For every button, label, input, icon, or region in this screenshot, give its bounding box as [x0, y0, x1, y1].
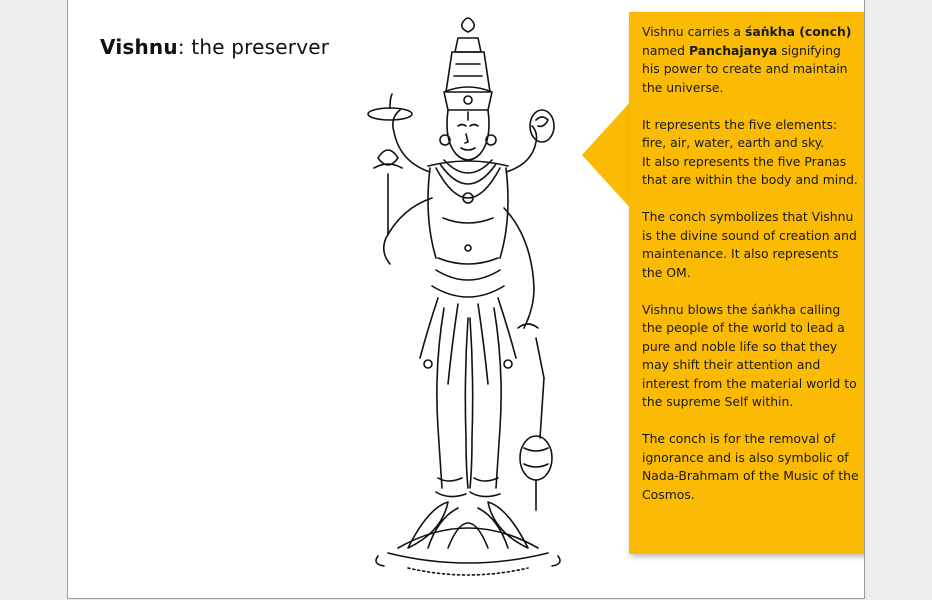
callout-p2-line-1: It represents the five elements: fire, air, water, earth and sky. [642, 116, 838, 150]
callout-p1-text-1: Vishnu carries a [642, 24, 745, 39]
callout-p1-text-2: named [642, 42, 689, 58]
vishnu-figure-illustration [318, 8, 618, 598]
slide-title [100, 35, 329, 59]
callout-p2-line-2: It also represents the five Pranas that are within the body and mind. [642, 153, 858, 187]
callout-paragraph-1 [642, 23, 860, 97]
callout-pointer [582, 100, 632, 210]
callout-paragraph-4: Vishnu blows the śaṅkha calling the people of the world to lead a pure and noble life so that they may shift their attention and interest from the material world to the supreme Self within. [642, 301, 857, 409]
slide-title-bold: Vishnu [100, 35, 178, 59]
callout-paragraph-2 [642, 116, 860, 190]
callout-p1-text-3: signifying his power to create and maintain the universe. [642, 42, 848, 95]
callout-p1-bold-panchajanya: Panchajanya [688, 42, 778, 58]
callout-paragraph-5: The conch is for the removal of ignorance and is also symbolic of Nada-Brahmam of the Music of the Cosmos. [642, 431, 859, 502]
slide [67, 0, 865, 599]
conch-callout-box [629, 12, 865, 554]
callout-p1-bold-sankha: śaṅkha (conch) [744, 24, 852, 39]
callout-paragraph-3: The conch symbolizes that Vishnu is the divine sound of creation and maintenance. It also represents the OM. [642, 209, 857, 280]
callout-text [642, 23, 860, 523]
slide-title-rest: : the preserver [177, 35, 330, 59]
